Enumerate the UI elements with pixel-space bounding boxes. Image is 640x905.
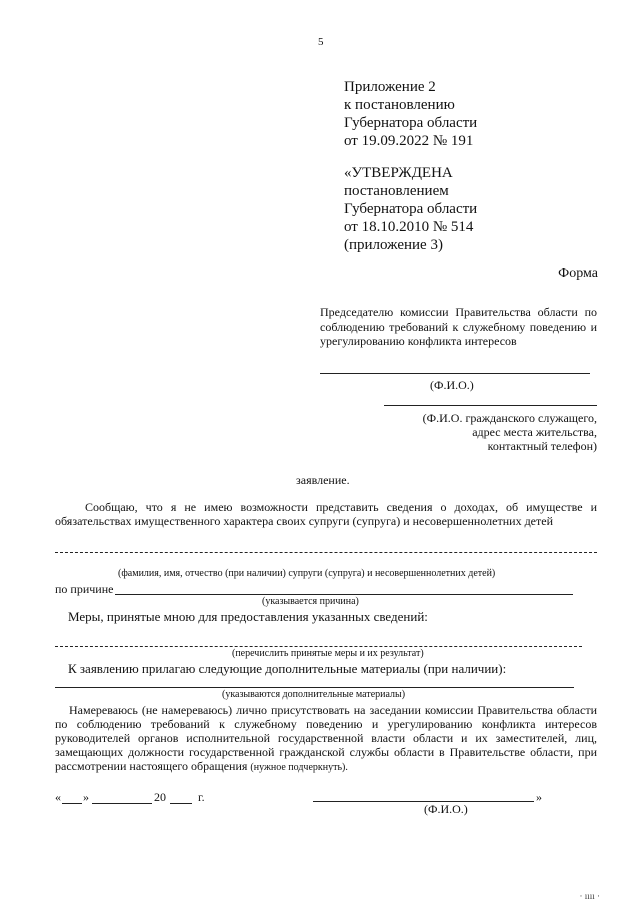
date-close-quote: » [83,790,89,804]
addressee-fio-caption: (Ф.И.О.) [430,378,474,392]
approved-line: Губернатора области [344,201,478,217]
approved-block [344,164,477,254]
reason-line [115,594,573,595]
form-label: Форма [558,266,598,281]
date-year-prefix: 20 [154,790,166,804]
attachments-label: К заявлению прилагаю следующие дополнительные материалы (при наличии): [68,661,507,676]
reason-label: по причине [55,582,114,596]
addressee-text: Председателю комиссии Правительства области по соблюдению требований к служебному поведению и урегулированию конфликта интересов [320,305,597,348]
attendance-note: (нужное подчеркнуть). [250,762,348,773]
appendix-line: Приложение 2 [344,79,436,95]
family-line [55,552,597,553]
applicant-caption-line: (Ф.И.О. гражданского служащего, [422,411,597,425]
family-caption: (фамилия, имя, отчество (при наличии) супруги (супруга) и несовершеннолетних детей) [118,568,496,579]
appendix-line: от 19.09.2022 № 191 [344,133,474,149]
measures-line [55,646,582,647]
date-year-line [170,803,192,804]
scan-mark: · ıııı · [579,891,600,901]
signature-close-quote: » [536,790,542,804]
approved-line: (приложение 3) [344,237,443,253]
appendix-block [344,78,477,150]
page-number: 5 [318,36,324,48]
date-month-line [92,803,152,804]
applicant-caption-line: контактный телефон) [487,439,597,453]
appendix-line: Губернатора области [344,115,478,131]
appendix-line: к постановлению [344,97,455,113]
approved-line: «УТВЕРЖДЕНА [344,165,453,181]
applicant-caption-line: адрес места жительства, [472,425,597,439]
date-year-suffix: г. [198,790,205,804]
document-title: заявление. [296,473,350,487]
attachments-caption: (указываются дополнительные материалы) [222,689,406,700]
date-open-quote: « [55,790,61,804]
reason-caption: (указывается причина) [262,596,359,607]
approved-line: от 18.10.2010 № 514 [344,219,474,235]
attendance-paragraph [55,703,597,775]
measures-label: Меры, принятые мною для предоставления указанных сведений: [68,609,428,624]
applicant-caption [380,411,597,453]
statement-paragraph: Сообщаю, что я не имею возможности представить сведения о доходах, об имуществе и обязательствах имущественного характера своих супруги (супруга) и несовершеннолетних детей [55,500,597,528]
attachments-line [55,687,574,688]
signature-fio-caption: (Ф.И.О.) [424,802,468,816]
addressee-name-line [320,373,590,374]
approved-line: постановлением [344,183,449,199]
applicant-name-line [384,405,597,406]
attendance-text: Намереваюсь (не намереваюсь) лично присутствовать на заседании комиссии Правительства области по соблюдению требований к служебному поведению и урегулированию конфликта интересов руководителей органов исполнительной государственной власти области и их заместителей, лиц, замещающих должности государственной гражданской службы области в Правительстве области, при рассмотрении настоящего обращения [55,703,597,773]
date-day-line [62,803,82,804]
measures-caption: (перечислить принятые меры и их результат) [232,648,424,659]
